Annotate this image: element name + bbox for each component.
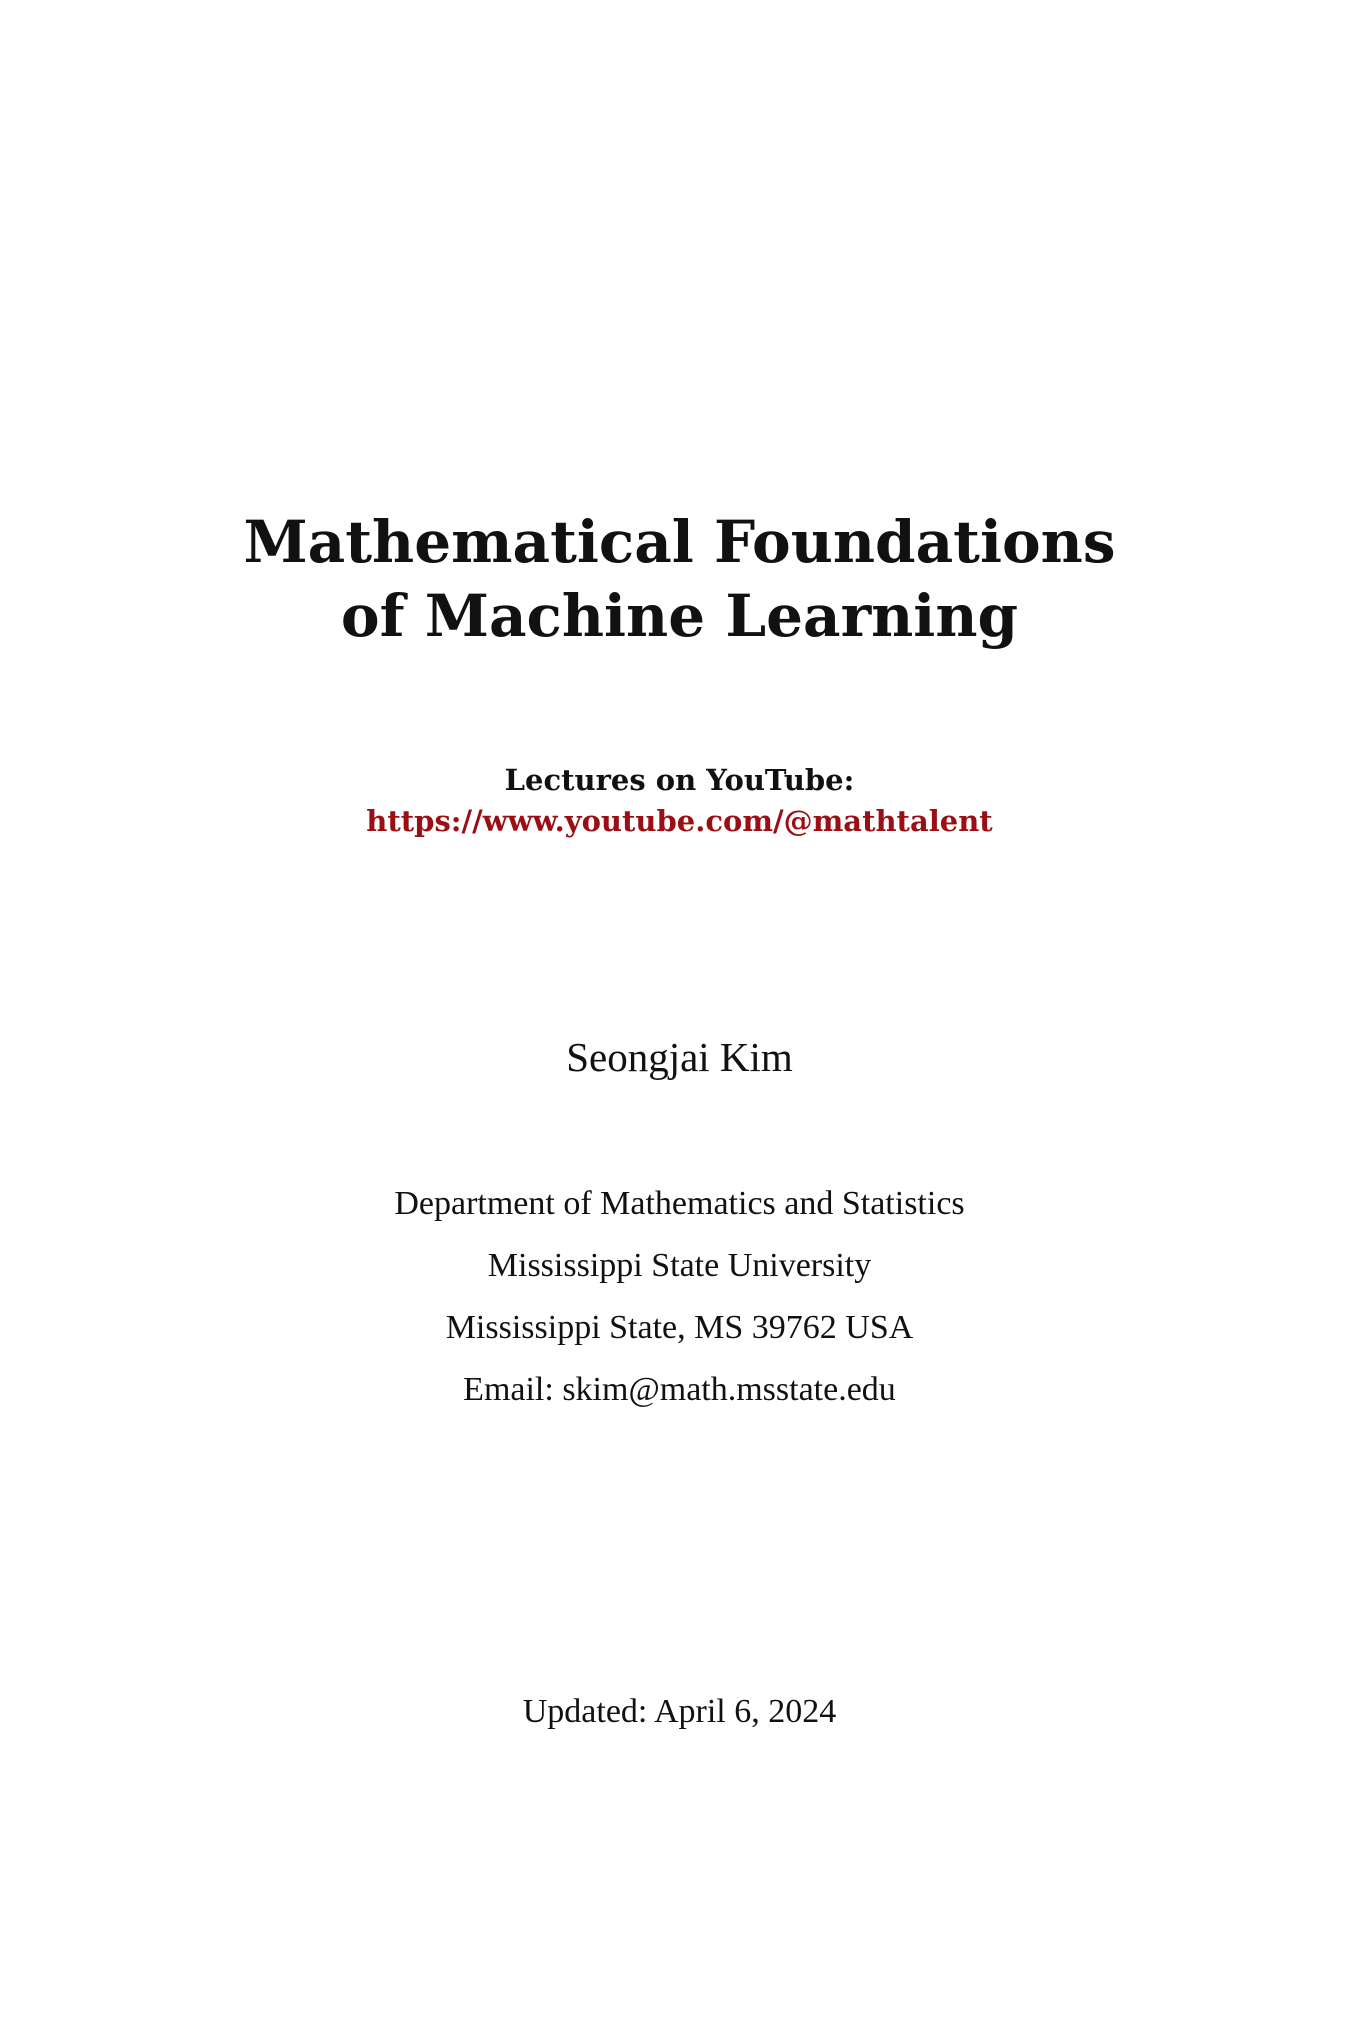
author-name: Seongjai Kim — [566, 1034, 793, 1080]
title-line-2: of Machine Learning — [340, 582, 1019, 650]
affiliation-block — [0, 1173, 1359, 1421]
address: Mississippi State, MS 39762 USA — [445, 1309, 914, 1346]
lectures-label: Lectures on YouTube: — [504, 763, 855, 797]
document-title — [0, 505, 1359, 653]
department: Department of Mathematics and Statistics — [394, 1185, 965, 1222]
university: Mississippi State University — [487, 1247, 872, 1284]
updated-date: Updated: April 6, 2024 — [522, 1693, 837, 1730]
title-line-1: Mathematical Foundations — [243, 508, 1116, 576]
email: Email: skim@math.msstate.edu — [463, 1371, 896, 1408]
youtube-link[interactable]: https://www.youtube.com/@mathtalent — [366, 804, 993, 838]
lectures-section — [0, 760, 1359, 842]
